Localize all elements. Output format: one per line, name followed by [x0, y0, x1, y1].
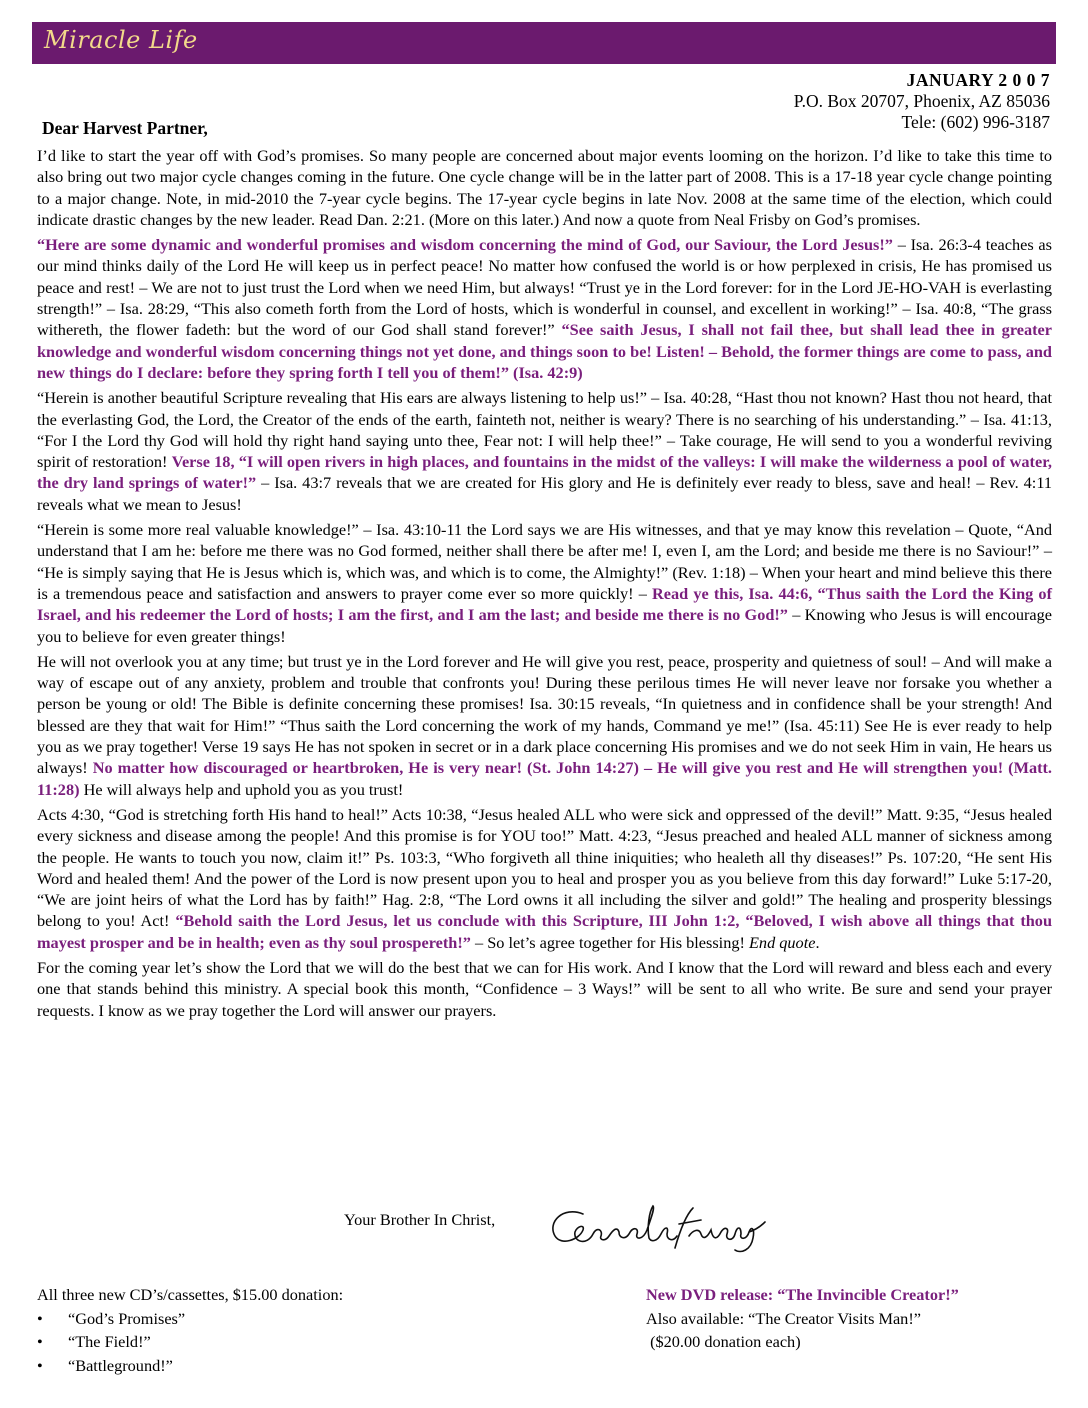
body-text-run: – Knowing who Jesus is will encourage you to believe for even greater things!	[37, 605, 1052, 646]
body-paragraph	[37, 519, 1052, 647]
body-text-run: “Herein is some more real valuable knowledge!” – Isa. 43:10-11 the Lord says we are His witnesses, and that ye may know this revelation – Quote, “And understand that I am he: before me there was no God formed, neither shall there be after me! I, even I, am the Lord; and beside me there is no Saviour!” – “He is simply saying that He is Jesus which is, which was, and which is to come, the Almighty!” (Rev. 1:18) – When your heart and mind believe this there is a tremendous peace and satisfaction and answers to prayer come ever so more quickly! –	[37, 520, 1052, 603]
italic-text: End quote	[748, 932, 816, 952]
letter-body	[37, 145, 1052, 1025]
cd-offer	[37, 1283, 343, 1377]
body-paragraph	[37, 145, 1052, 230]
list-item: • “The Field!”	[37, 1330, 343, 1354]
body-text-run: “Herein is another beautiful Scripture revealing that His ears are always listening to help us!” – Isa. 40:28, “Hast thou not known? Hast thou not heard, that the everlasting God, the Lord, the Creator of the ends of the earth, fainteth not, neither is weary? There is no searching of his understanding.” – Isa. 41:13, “For I the Lord thy God will hold thy right hand saying unto thee, Fear not: I will help thee!” – Take courage, He will send to you a wonderful reviving spirit of restoration!	[37, 388, 1052, 472]
highlighted-quote: Read ye this, Isa. 44:6, “Thus saith the Lord the King of Israel, and his redeemer the Lord of hosts; I am the first, and I am the last; and beside me there is no God!”	[37, 583, 1052, 625]
letter-header	[794, 70, 1050, 133]
highlighted-quote: “Here are some dynamic and wonderful promises and wisdom concerning the mind of God, our Saviour, the Lord Jesus!”	[37, 235, 893, 255]
mailing-address: P.O. Box 20707, Phoenix, AZ 85036	[793, 91, 1050, 111]
letter-date: JANUARY 2 0 0 7	[906, 70, 1050, 90]
body-text-run: I’d like to start the year off with God’s promises. So many people are concerned about major events looming on the horizon. I’d like to take this time to also bring out two major cycle changes coming in the future. One cycle change will be in the latter part of 2008. This is a 17-18 year cycle change pointing to a major change. Note, in mid-2010 the 7-year cycle begins. The 17-year cycle begins in late Nov. 2008 at the same time of the election, which could indicate drastic changes by the new leader. Read Dan. 2:21. (More on this later.) And now a quote from Neal Frisby on God’s promises.	[37, 146, 1052, 229]
highlighted-quote: Verse 18, “I will open rivers in high places, and fountains in the midst of the valleys: I will make the wilderness a pool of water, the dry land springs of water!”	[37, 452, 1052, 493]
body-text-run: For the coming year let’s show the Lord that we will do the best that we can for His work. And I know that the Lord will reward and bless each and every one that stands behind this ministry. A special book this month, “Confidence – 3 Ways!” will be sent to all who write. Be sure and send your prayer requests. I know as we pray together the Lord will answer our prayers.	[37, 957, 1052, 1020]
closing-line: Your Brother In Christ,	[344, 1210, 496, 1229]
also-available: Also available: “The Creator Visits Man!”	[646, 1308, 921, 1328]
body-text-run: .	[815, 932, 820, 952]
donation-note: ($20.00 donation each)	[646, 1332, 801, 1351]
signature	[543, 1200, 768, 1258]
highlighted-quote: “See saith Jesus, I shall not fail thee, but shall lead thee in greater knowledge and wonderful wisdom concerning things not yet done, and things soon to be! Listen! – Behold, the former things are come to pass, and new things do I declare: before they spring forth I tell you of them!” (Isa. 42:9)	[37, 320, 1052, 382]
body-paragraph	[37, 957, 1052, 1021]
body-text-run: – Isa. 43:7 reveals that we are created for His glory and He is definitely ever ready to bless, save and heal! – Rev. 4:11 reveals what we mean to Jesus!	[37, 473, 1053, 514]
body-text-run: He will always help and uphold you as you trust!	[79, 779, 404, 799]
body-paragraph	[37, 234, 1052, 383]
body-paragraph	[37, 651, 1052, 800]
body-paragraph	[37, 804, 1052, 953]
body-text-run: – So let’s agree together for His blessing!	[470, 932, 749, 952]
body-text-run: – Isa. 26:3-4 teaches as our mind thinks daily of the Lord He will keep us in perfect peace! No matter how confused the world is or how perplexed in crisis, He has promised us peace and rest! – We are not to just trust the Lord when we need Him, but always! “Trust ye in the Lord forever: for in the Lord JE-HO-VAH is everlasting strength!” – Isa. 28:29, “This also cometh forth from the Lord of hosts, which is wonderful in counsel, and excellent in working!” – Isa. 40:8, “The grass withereth, the flower fadeth: but the word of our God shall stand forever!”	[37, 235, 1052, 340]
masthead-banner	[32, 22, 1056, 64]
phone-number: Tele: (602) 996-3187	[901, 112, 1050, 132]
cd-offer-heading: All three new CD’s/cassettes, $15.00 donation:	[37, 1285, 344, 1304]
body-text-run: Acts 4:30, “God is stretching forth His hand to heal!” Acts 10:38, “Jesus healed ALL who were sick and oppressed of the devil!” Matt. 9:35, “Jesus healed every sickness and disease among the people! And this promise is for YOU too!” Matt. 4:23, “Jesus preached and healed ALL manner of sickness among the people. He wants to touch you now, claim it!” Ps. 103:3, “Who forgiveth all thine iniquities; who healeth all thy diseases!” Ps. 107:20, “He sent His Word and healed them! And the power of the Lord is now present upon you to heal and prosper you as you believe from this day forward!” Luke 5:17-20, “We are joint heirs of what the Lord has by faith!” Hag. 2:8, “The Lord owns it all including the silver and gold!” The healing and prosperity blessings belong to you! Act!	[37, 804, 1052, 931]
cd-title-list	[37, 1307, 343, 1378]
list-item: • “Battleground!”	[37, 1354, 343, 1378]
body-text-run: He will not overlook you at any time; but trust ye in the Lord forever and He will give you rest, peace, prosperity and quietness of soul! – And will make a way of escape out of any anxiety, problem and trouble that confronts you! During these perilous times He will never leave nor forsake you whether a person be young or old! The Bible is definite concerning these promises! Isa. 30:15 reveals, “In quietness and in confidence shall be your strength! And blessed are they that wait for Him!” “Thus saith the Lord concerning the work of my hands, Command ye me!” (Isa. 45:11) See He is ever ready to help you as we pray together! Verse 19 says He has not spoken in secret or in a dark place concerning His promises and we do not seek Him in vain, He hears us always!	[37, 651, 1052, 778]
dvd-release: New DVD release: “The Invincible Creator!”	[646, 1285, 959, 1304]
masthead-title: Miracle Life	[44, 26, 198, 54]
list-item: • “God’s Promises”	[37, 1307, 343, 1331]
highlighted-quote: No matter how discouraged or heartbroken, He is very near! (St. John 14:27) – He will give you rest and He will strengthen you! (Matt. 11:28)	[37, 758, 1053, 799]
body-paragraph	[37, 387, 1052, 515]
highlighted-quote: “Behold saith the Lord Jesus, let us conclude with this Scripture, III John 1:2, “Beloved, I wish above all things that thou mayest prosper and be in health; even as thy soul prospereth!”	[37, 911, 1052, 952]
dvd-offer	[646, 1283, 959, 1354]
salutation: Dear Harvest Partner,	[42, 118, 208, 138]
